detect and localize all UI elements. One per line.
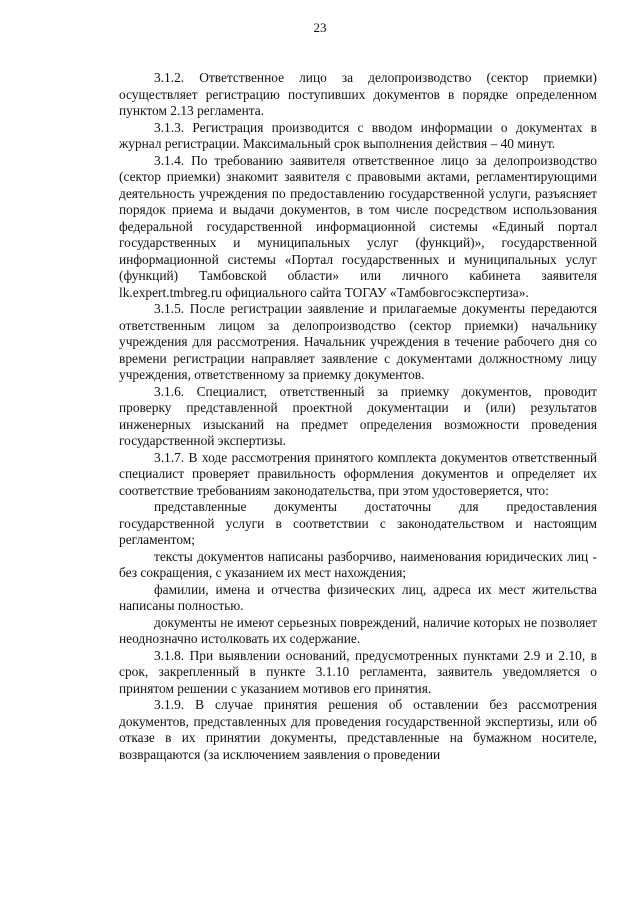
paragraph-check-names-full: фамилии, имена и отчества физических лиц, адреса их мест жительства написаны полностью. <box>119 581 597 613</box>
paragraph-check-texts-legible: тексты документов написаны разборчиво, наименования юридических лиц - без сокращения, с указанием их мест нахождения; <box>119 548 597 580</box>
paragraph-3-1-2: 3.1.2. Ответственное лицо за делопроизводство (сектор приемки) осуществляет регистрацию поступивших документов в порядке определенном пунктом 2.13 регламента. <box>119 70 597 118</box>
paragraph-3-1-6: 3.1.6. Специалист, ответственный за приемку документов, проводит проверку представленной проектной документации и (или) результатов инженерных изысканий на предмет определения возможности проведения государственной экспертизы. <box>119 383 597 448</box>
paragraph-3-1-4: 3.1.4. По требованию заявителя ответственное лицо за делопроизводство (сектор приемки) знакомит заявителя с правовыми актами, регламентирующими деятельность учреждения по предоставлению государственной услуги, разъясняет порядок приема и выдачи документов, в том числе посредством использования федеральной государственной информационной системы «Единый портал государственных и муниципальных услуг (функций)», государственной информационной системы «Портал государственных и муниципальных услуг (функций) Тамбовской области» или личного кабинета заявителя lk.expert.tmbreg.ru официального сайта ТОГАУ «Тамбовгосэкспертиза». <box>119 152 597 300</box>
page-number: 23 <box>313 20 327 35</box>
paragraph-3-1-3: 3.1.3. Регистрация производится с вводом информации о документах в журнал регистрации. Максимальный срок выполнения действия – 40 минут. <box>119 119 597 151</box>
document-body <box>119 70 597 763</box>
paragraph-3-1-5: 3.1.5. После регистрации заявление и прилагаемые документы передаются ответственным лицом за делопроизводство (сектор приемки) начальнику учреждения для рассмотрения. Начальник учреждения в течение рабочего дня со времени регистрации направляет заявление с документами должностному лицу учреждения, ответственному за приемку документов. <box>119 301 597 382</box>
paragraph-3-1-8: 3.1.8. При выявлении оснований, предусмотренных пунктами 2.9 и 2.10, в срок, закрепленный в пункте 3.1.10 регламента, заявитель уведомляется о принятом решении с указанием мотивов его принятия. <box>119 647 597 696</box>
paragraph-3-1-9: 3.1.9. В случае принятия решения об оставлении без рассмотрения документов, представленных для проведения государственной экспертизы, или об отказе в их принятии документы, представленные на бумажном носителе, возвращаются (за исключением заявления о проведении <box>119 697 597 762</box>
paragraph-check-documents-sufficient: представленные документы достаточны для предоставления государственной услуги в соответствии с законодательством и настоящим регламентом; <box>119 499 597 547</box>
paragraph-3-1-7: 3.1.7. В ходе рассмотрения принятого комплекта документов ответственный специалист проверяет правильность оформления документов и определяет их соответствие требованиям законодательства, при этом удостоверяется, что: <box>119 449 597 498</box>
paragraph-check-no-damage: документы не имеют серьезных повреждений, наличие которых не позволяет неоднозначно истолковать их содержание. <box>119 614 597 646</box>
